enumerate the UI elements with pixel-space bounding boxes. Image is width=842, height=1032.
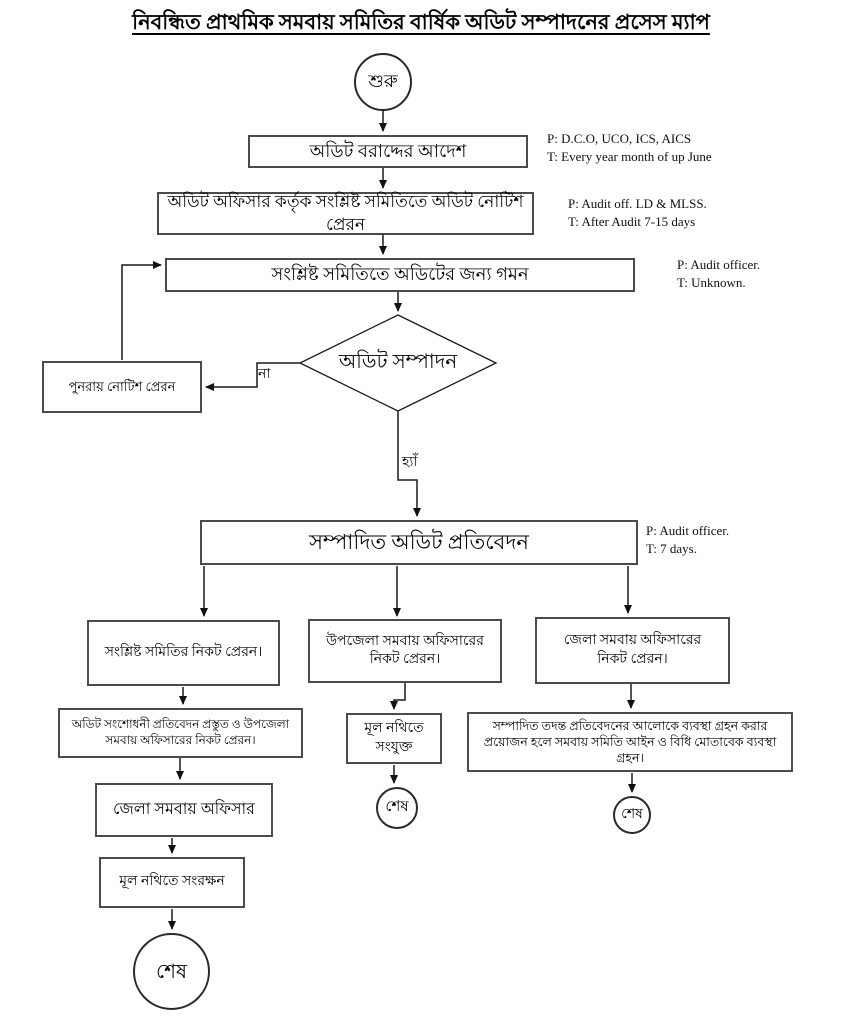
step-audit-report	[200, 520, 638, 565]
branch-left-send-society	[87, 620, 280, 686]
connector-decision-no-to-renotice	[206, 363, 300, 387]
step-attach-main-file	[346, 713, 442, 764]
annotation-allotment-t: T: Every year month of up June	[547, 148, 712, 164]
connector-renotice-to-visit-feedback	[122, 265, 161, 360]
step-district-cooperative-officer	[95, 783, 273, 837]
annotation-allotment	[547, 130, 712, 165]
end-terminator-right	[613, 796, 651, 834]
step-audit-notice-label: অডিট অফিসার কর্তৃক সংশ্লিষ্ট সমিতিতে অডিট নোটিশ প্রেরন	[167, 192, 524, 234]
step-renotice	[42, 361, 202, 413]
step-take-action-per-law	[467, 712, 793, 772]
branch-mid-label: উপজেলা সমবায় অফিসারের নিকট প্রেরন।	[326, 633, 484, 667]
step-district-cooperative-officer-label: জেলা সমবায় অফিসার	[113, 800, 255, 818]
step-go-for-audit	[165, 258, 635, 292]
end-terminator-left	[133, 933, 210, 1010]
connector-branchmid-to-attach	[394, 682, 405, 709]
step-allotment-order-label: অডিট বরাদ্দের আদেশ	[309, 140, 467, 161]
step-attach-main-file-label: মূল নথিতে সংযুক্ত	[364, 721, 424, 755]
branch-right-label: জেলা সমবায় অফিসারের নিকট প্রেরন।	[563, 633, 702, 667]
annotation-visit-t: T: Unknown.	[677, 274, 746, 290]
end-terminator-mid	[376, 787, 418, 829]
annotation-notice-p: P: Audit off. LD & MLSS.	[568, 196, 707, 211]
start-terminator	[354, 53, 412, 111]
step-revision-report	[58, 708, 303, 758]
end-right-label: শেষ	[621, 806, 643, 822]
end-mid-label: শেষ	[385, 799, 409, 816]
annotation-allotment-p: P: D.C.O, UCO, ICS, AICS	[547, 131, 692, 146]
branch-mid-send-upazila-officer	[308, 619, 502, 683]
step-archive-main-file-label: মূল নথিতে সংরক্ষন	[119, 874, 225, 890]
step-audit-report-label: সম্পাদিত অডিট প্রতিবেদন	[309, 529, 529, 554]
step-archive-main-file	[99, 857, 245, 908]
step-take-action-per-law-label: সম্পাদিত তদন্ত প্রতিবেদনের আলোকে ব্যবস্থা গ্রহন করার প্রয়োজন হলে সমবায় সমিতি আইন ও বিধি মোতাবেক ব্যবস্থা গ্রহন।	[483, 718, 777, 766]
annotation-report	[646, 522, 729, 557]
annotation-notice-t: T: After Audit 7-15 days	[568, 213, 696, 229]
page-title	[0, 6, 842, 41]
decision-label: অডিট সম্পাদন	[338, 350, 458, 373]
step-renotice-label: পুনরায় নোটিশ প্রেরন	[68, 378, 176, 394]
branch-left-label: সংশ্লিষ্ট সমিতির নিকট প্রেরন।	[104, 644, 263, 660]
annotation-report-p: P: Audit officer.	[646, 523, 730, 538]
step-go-for-audit-label: সংশ্লিষ্ট সমিতিতে অডিটের জন্য গমন	[271, 264, 529, 285]
end-left-label: শেষ	[156, 960, 187, 983]
annotation-report-t: T: 7 days.	[646, 540, 697, 556]
branch-label-no: না	[258, 367, 271, 382]
page-title-text: নিবন্ধিত প্রাথমিক সমবায় সমিতির বার্ষিক অডিট সম্পাদনের প্রসেস ম্যাপ	[132, 10, 710, 34]
branch-right-send-district-officer	[535, 617, 730, 684]
annotation-visit	[677, 256, 760, 291]
decision-audit-performed	[318, 348, 478, 378]
branch-label-yes: হ্যাঁ	[402, 455, 418, 470]
start-label: শুরু	[368, 71, 398, 92]
step-allotment-order	[248, 135, 528, 168]
step-revision-report-label: অডিট সংশোধনী প্রতিবেদন প্রস্তুত ও উপজেলা সমবায় অফিসারের নিকট প্রেরন।	[71, 717, 290, 747]
step-audit-notice	[157, 192, 534, 235]
annotation-notice	[568, 195, 707, 230]
annotation-visit-p: P: Audit officer.	[677, 257, 761, 272]
